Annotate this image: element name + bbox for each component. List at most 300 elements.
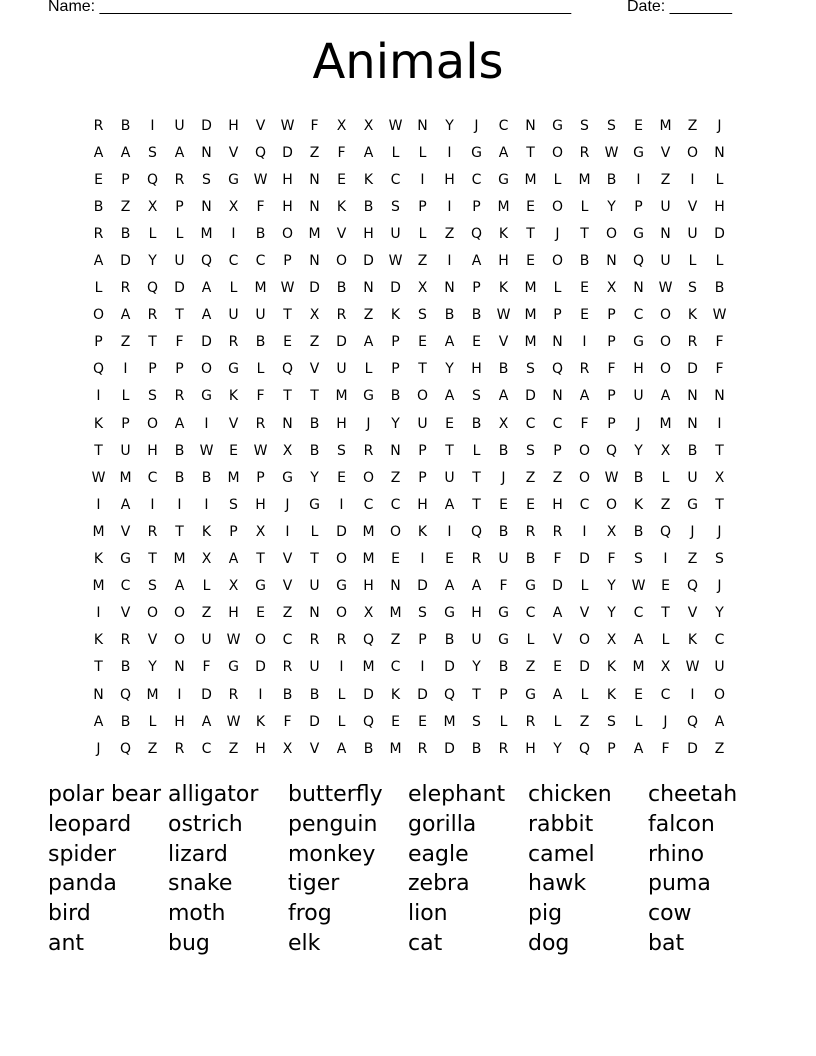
grid-letter: N [525, 117, 536, 134]
grid-letter: P [607, 334, 616, 351]
grid-letter: W [253, 171, 268, 188]
grid-letter: D [201, 117, 212, 134]
grid-letter: W [388, 253, 403, 270]
grid-letter: J [474, 117, 479, 134]
grid-letter: O [551, 253, 564, 270]
grid-letter: M [146, 686, 159, 703]
grid-letter: D [579, 551, 590, 568]
grid-letter: F [337, 144, 346, 161]
grid-letter: R [228, 334, 239, 351]
grid-letter: N [687, 388, 698, 405]
word-list-item: camel [528, 841, 595, 867]
grid-letter: L [688, 253, 697, 270]
grid-letter: G [336, 578, 347, 595]
grid-letter: U [498, 551, 509, 568]
grid-letter: B [93, 198, 104, 215]
grid-letter: I [204, 415, 209, 432]
grid-letter: Y [310, 469, 319, 486]
grid-letter: P [418, 469, 427, 486]
grid-letter: N [633, 280, 644, 297]
grid-letter: A [363, 334, 374, 351]
grid-letter: C [660, 686, 671, 703]
grid-letter: M [524, 307, 537, 324]
grid-letter: P [121, 171, 130, 188]
grid-letter: S [337, 442, 346, 459]
grid-letter: R [120, 632, 131, 649]
grid-letter: Y [715, 605, 724, 622]
grid-letter: I [231, 225, 236, 242]
grid-letter: Z [228, 740, 239, 757]
grid-letter: R [282, 659, 293, 676]
word-list-item: spider [48, 841, 117, 867]
grid-letter: X [606, 280, 617, 297]
grid-letter: A [444, 334, 455, 351]
grid-letter: W [604, 469, 619, 486]
grid-letter: N [93, 686, 104, 703]
grid-letter: F [607, 361, 616, 378]
grid-letter: X [498, 415, 509, 432]
grid-letter: H [471, 605, 482, 622]
grid-letter: B [444, 632, 455, 649]
grid-letter: X [660, 659, 671, 676]
grid-letter: L [715, 253, 724, 270]
grid-letter: A [444, 388, 455, 405]
grid-letter: D [714, 225, 725, 242]
word-list-item: ant [48, 930, 85, 956]
grid-letter: G [309, 496, 320, 513]
grid-letter: S [472, 388, 481, 405]
grid-letter: A [471, 253, 482, 270]
grid-letter: T [472, 469, 481, 486]
grid-letter: B [498, 659, 509, 676]
grid-letter: V [282, 578, 293, 595]
grid-letter: O [173, 605, 186, 622]
grid-letter: J [555, 225, 560, 242]
grid-letter: L [634, 713, 643, 730]
grid-letter: O [335, 551, 348, 568]
grid-letter: O [578, 469, 591, 486]
grid-letter: K [390, 307, 401, 324]
word-list-item: penguin [288, 811, 378, 837]
grid-letter: B [633, 523, 644, 540]
grid-letter: P [283, 253, 292, 270]
grid-letter: R [336, 307, 347, 324]
grid-letter: V [120, 605, 131, 622]
grid-letter: R [498, 740, 509, 757]
grid-letter: B [363, 198, 374, 215]
grid-letter: L [202, 578, 211, 595]
grid-letter: A [120, 144, 131, 161]
grid-letter: K [93, 551, 104, 568]
grid-letter: E [418, 334, 427, 351]
grid-letter: C [471, 171, 482, 188]
grid-letter: A [336, 740, 347, 757]
word-list-item: frog [288, 901, 332, 927]
grid-letter: Q [281, 361, 294, 378]
grid-letter: F [256, 388, 265, 405]
grid-letter: G [282, 469, 293, 486]
grid-letter: P [607, 415, 616, 432]
grid-letter: E [526, 253, 535, 270]
grid-letter: Z [309, 334, 320, 351]
grid-letter: Z [660, 496, 671, 513]
grid-letter: G [498, 605, 509, 622]
grid-letter: T [94, 442, 103, 459]
grid-letter: E [229, 442, 238, 459]
grid-letter: H [228, 117, 239, 134]
grid-letter: A [579, 388, 590, 405]
grid-letter: U [660, 253, 671, 270]
grid-letter: M [362, 659, 375, 676]
grid-letter: J [717, 578, 722, 595]
grid-letter: R [228, 686, 239, 703]
grid-letter: C [552, 415, 563, 432]
grid-letter: G [525, 578, 536, 595]
grid-letter: M [659, 117, 672, 134]
grid-letter: R [255, 415, 266, 432]
grid-letter: N [390, 442, 401, 459]
grid-letter: G [363, 388, 374, 405]
grid-letter: W [496, 307, 511, 324]
grid-letter: E [634, 117, 643, 134]
grid-letter: I [690, 686, 695, 703]
grid-letter: Y [607, 198, 616, 215]
grid-letter: S [634, 551, 643, 568]
grid-letter: I [420, 551, 425, 568]
grid-letter: M [92, 578, 105, 595]
grid-letter: Q [443, 686, 456, 703]
grid-letter: D [444, 740, 455, 757]
grid-letter: I [636, 171, 641, 188]
grid-letter: L [229, 280, 238, 297]
grid-letter: L [337, 713, 346, 730]
grid-letter: H [498, 253, 509, 270]
word-list-item: snake [168, 871, 233, 897]
grid-letter: K [498, 280, 509, 297]
grid-letter: V [228, 415, 239, 432]
grid-letter: I [339, 659, 344, 676]
grid-letter: T [94, 659, 103, 676]
grid-letter: M [173, 551, 186, 568]
grid-letter: A [120, 496, 131, 513]
grid-letter: I [447, 523, 452, 540]
grid-letter: H [363, 225, 374, 242]
word-list-item: falcon [648, 811, 715, 837]
grid-letter: P [607, 307, 616, 324]
grid-letter: H [282, 198, 293, 215]
grid-letter: P [418, 632, 427, 649]
grid-letter: W [280, 280, 295, 297]
grid-letter: Z [282, 605, 293, 622]
grid-letter: T [661, 605, 670, 622]
grid-letter: T [148, 551, 157, 568]
grid-letter: B [498, 523, 509, 540]
grid-letter: Y [472, 659, 481, 676]
grid-letter: U [687, 225, 698, 242]
grid-letter: K [93, 415, 104, 432]
grid-letter: A [444, 578, 455, 595]
grid-letter: A [498, 144, 509, 161]
grid-letter: D [417, 686, 428, 703]
grid-letter: Q [578, 740, 591, 757]
grid-letter: B [498, 442, 509, 459]
grid-letter: H [417, 496, 428, 513]
grid-letter: A [660, 388, 671, 405]
grid-letter: L [364, 361, 373, 378]
grid-letter: A [552, 686, 563, 703]
grid-letter: Y [445, 361, 454, 378]
grid-letter: Q [146, 171, 159, 188]
grid-letter: D [282, 144, 293, 161]
grid-letter: P [472, 280, 481, 297]
grid-letter: Q [119, 686, 132, 703]
grid-letter: X [282, 740, 293, 757]
grid-letter: Q [254, 144, 267, 161]
grid-letter: U [255, 307, 266, 324]
grid-letter: E [391, 713, 400, 730]
grid-letter: Z [147, 740, 158, 757]
grid-letter: Q [605, 442, 618, 459]
grid-letter: G [552, 117, 563, 134]
grid-letter: P [175, 361, 184, 378]
grid-letter: B [174, 469, 185, 486]
grid-letter: F [715, 334, 724, 351]
grid-letter: H [552, 496, 563, 513]
grid-letter: G [201, 388, 212, 405]
grid-letter: E [283, 334, 292, 351]
grid-letter: S [607, 713, 616, 730]
grid-letter: T [256, 551, 265, 568]
grid-letter: J [636, 415, 641, 432]
word-list-item: ostrich [168, 811, 243, 837]
grid-letter: R [147, 523, 158, 540]
word-list-item: gorilla [408, 811, 477, 837]
grid-letter: R [147, 307, 158, 324]
grid-letter: H [255, 496, 266, 513]
grid-letter: O [605, 496, 618, 513]
grid-letter: E [661, 578, 670, 595]
grid-letter: O [146, 415, 159, 432]
grid-letter: M [524, 280, 537, 297]
grid-letter: H [471, 361, 482, 378]
grid-letter: I [96, 605, 101, 622]
grid-letter: O [173, 632, 186, 649]
grid-letter: L [553, 713, 562, 730]
grid-letter: L [580, 198, 589, 215]
grid-letter: R [363, 442, 374, 459]
grid-letter: V [552, 632, 563, 649]
grid-letter: R [552, 523, 563, 540]
grid-letter: Q [632, 253, 645, 270]
grid-letter: A [120, 307, 131, 324]
grid-letter: U [120, 442, 131, 459]
grid-letter: K [228, 388, 239, 405]
grid-letter: Y [607, 578, 616, 595]
grid-letter: C [255, 253, 266, 270]
word-list-item: cheetah [648, 782, 738, 807]
word-list-item: rabbit [528, 811, 594, 837]
grid-letter: A [174, 144, 185, 161]
grid-letter: N [309, 253, 320, 270]
grid-letter: G [498, 632, 509, 649]
grid-letter: E [445, 415, 454, 432]
grid-letter: F [553, 551, 562, 568]
grid-letter: S [148, 144, 157, 161]
grid-letter: Z [525, 469, 536, 486]
grid-letter: D [120, 253, 131, 270]
grid-letter: E [94, 171, 103, 188]
grid-letter: T [418, 361, 427, 378]
grid-letter: M [524, 171, 537, 188]
grid-letter: N [201, 144, 212, 161]
grid-letter: X [417, 280, 428, 297]
grid-letter: O [713, 686, 726, 703]
grid-letter: B [471, 740, 482, 757]
grid-letter: Z [552, 469, 563, 486]
grid-letter: K [93, 632, 104, 649]
grid-letter: I [258, 686, 263, 703]
grid-letter: M [362, 523, 375, 540]
grid-letter: F [283, 713, 292, 730]
grid-letter: S [391, 198, 400, 215]
header-line [48, 0, 768, 20]
grid-letter: W [226, 632, 241, 649]
grid-letter: E [634, 686, 643, 703]
grid-letter: P [229, 523, 238, 540]
grid-letter: N [444, 280, 455, 297]
grid-letter: Q [146, 280, 159, 297]
grid-letter: T [715, 496, 724, 513]
grid-letter: L [391, 144, 400, 161]
grid-letter: B [444, 307, 455, 324]
grid-letter: X [363, 117, 374, 134]
grid-letter: L [94, 280, 103, 297]
grid-letter: M [254, 280, 267, 297]
grid-letter: H [255, 740, 266, 757]
grid-letter: Z [201, 605, 212, 622]
grid-letter: V [687, 605, 698, 622]
grid-letter: B [120, 117, 131, 134]
grid-letter: A [444, 496, 455, 513]
grid-letter: L [256, 361, 265, 378]
grid-letter: R [471, 551, 482, 568]
word-list-item: tiger [288, 871, 340, 897]
grid-letter: I [339, 496, 344, 513]
word-list-item: alligator [168, 782, 259, 807]
grid-letter: M [578, 171, 591, 188]
grid-letter: R [579, 361, 590, 378]
grid-letter: A [93, 713, 104, 730]
grid-letter: P [553, 307, 562, 324]
grid-letter: T [526, 144, 535, 161]
grid-letter: A [633, 740, 644, 757]
grid-letter: M [659, 415, 672, 432]
grid-letter: N [201, 198, 212, 215]
grid-letter: U [309, 578, 320, 595]
grid-letter: D [201, 686, 212, 703]
grid-letter: Z [309, 144, 320, 161]
grid-letter: N [687, 415, 698, 432]
grid-letter: N [309, 171, 320, 188]
grid-letter: T [526, 225, 535, 242]
grid-letter: O [200, 361, 213, 378]
grid-letter: M [389, 740, 402, 757]
grid-letter: E [337, 171, 346, 188]
grid-letter: I [285, 523, 290, 540]
grid-letter: I [150, 496, 155, 513]
word-list-item: polar bear [48, 782, 162, 807]
word-list-item: puma [648, 871, 711, 897]
grid-letter: X [714, 469, 725, 486]
grid-letter: S [526, 442, 535, 459]
grid-letter: L [553, 171, 562, 188]
grid-letter: I [420, 171, 425, 188]
grid-letter: H [282, 171, 293, 188]
grid-letter: S [580, 117, 589, 134]
grid-letter: W [226, 713, 241, 730]
grid-letter: Q [659, 523, 672, 540]
word-list-item: monkey [288, 841, 376, 867]
word-list-item: lion [408, 901, 448, 927]
grid-letter: O [551, 198, 564, 215]
word-list-item: rhino [648, 841, 705, 867]
grid-letter: C [714, 632, 725, 649]
grid-letter: L [499, 713, 508, 730]
grid-letter: B [687, 442, 698, 459]
grid-letter: S [148, 578, 157, 595]
grid-letter: C [390, 171, 401, 188]
grid-letter: P [607, 388, 616, 405]
grid-letter: R [174, 740, 185, 757]
grid-letter: V [309, 740, 320, 757]
grid-letter: C [390, 659, 401, 676]
grid-letter: M [335, 388, 348, 405]
grid-letter: K [336, 198, 347, 215]
grid-letter: R [174, 388, 185, 405]
grid-letter: U [444, 469, 455, 486]
grid-letter: D [309, 713, 320, 730]
grid-letter: J [285, 496, 290, 513]
grid-letter: B [336, 280, 347, 297]
grid-letter: G [633, 144, 644, 161]
grid-letter: Q [362, 713, 375, 730]
grid-letter: I [717, 415, 722, 432]
word-list-item: moth [168, 901, 226, 927]
grid-letter: E [580, 307, 589, 324]
grid-letter: W [658, 280, 673, 297]
grid-letter: P [418, 442, 427, 459]
grid-letter: L [148, 713, 157, 730]
grid-letter: F [256, 198, 265, 215]
grid-letter: Y [553, 740, 562, 757]
grid-letter: Y [634, 442, 643, 459]
grid-letter: B [579, 253, 590, 270]
grid-letter: I [96, 388, 101, 405]
grid-letter: X [228, 198, 239, 215]
grid-letter: P [553, 442, 562, 459]
grid-letter: W [91, 469, 106, 486]
grid-letter: T [580, 225, 589, 242]
grid-letter: L [580, 686, 589, 703]
grid-letter: V [309, 361, 320, 378]
grid-letter: G [525, 686, 536, 703]
grid-letter: D [579, 659, 590, 676]
grid-letter: B [471, 307, 482, 324]
grid-letter: U [417, 415, 428, 432]
grid-letter: E [445, 551, 454, 568]
grid-letter: L [661, 469, 670, 486]
word-list-item: pig [528, 901, 563, 927]
